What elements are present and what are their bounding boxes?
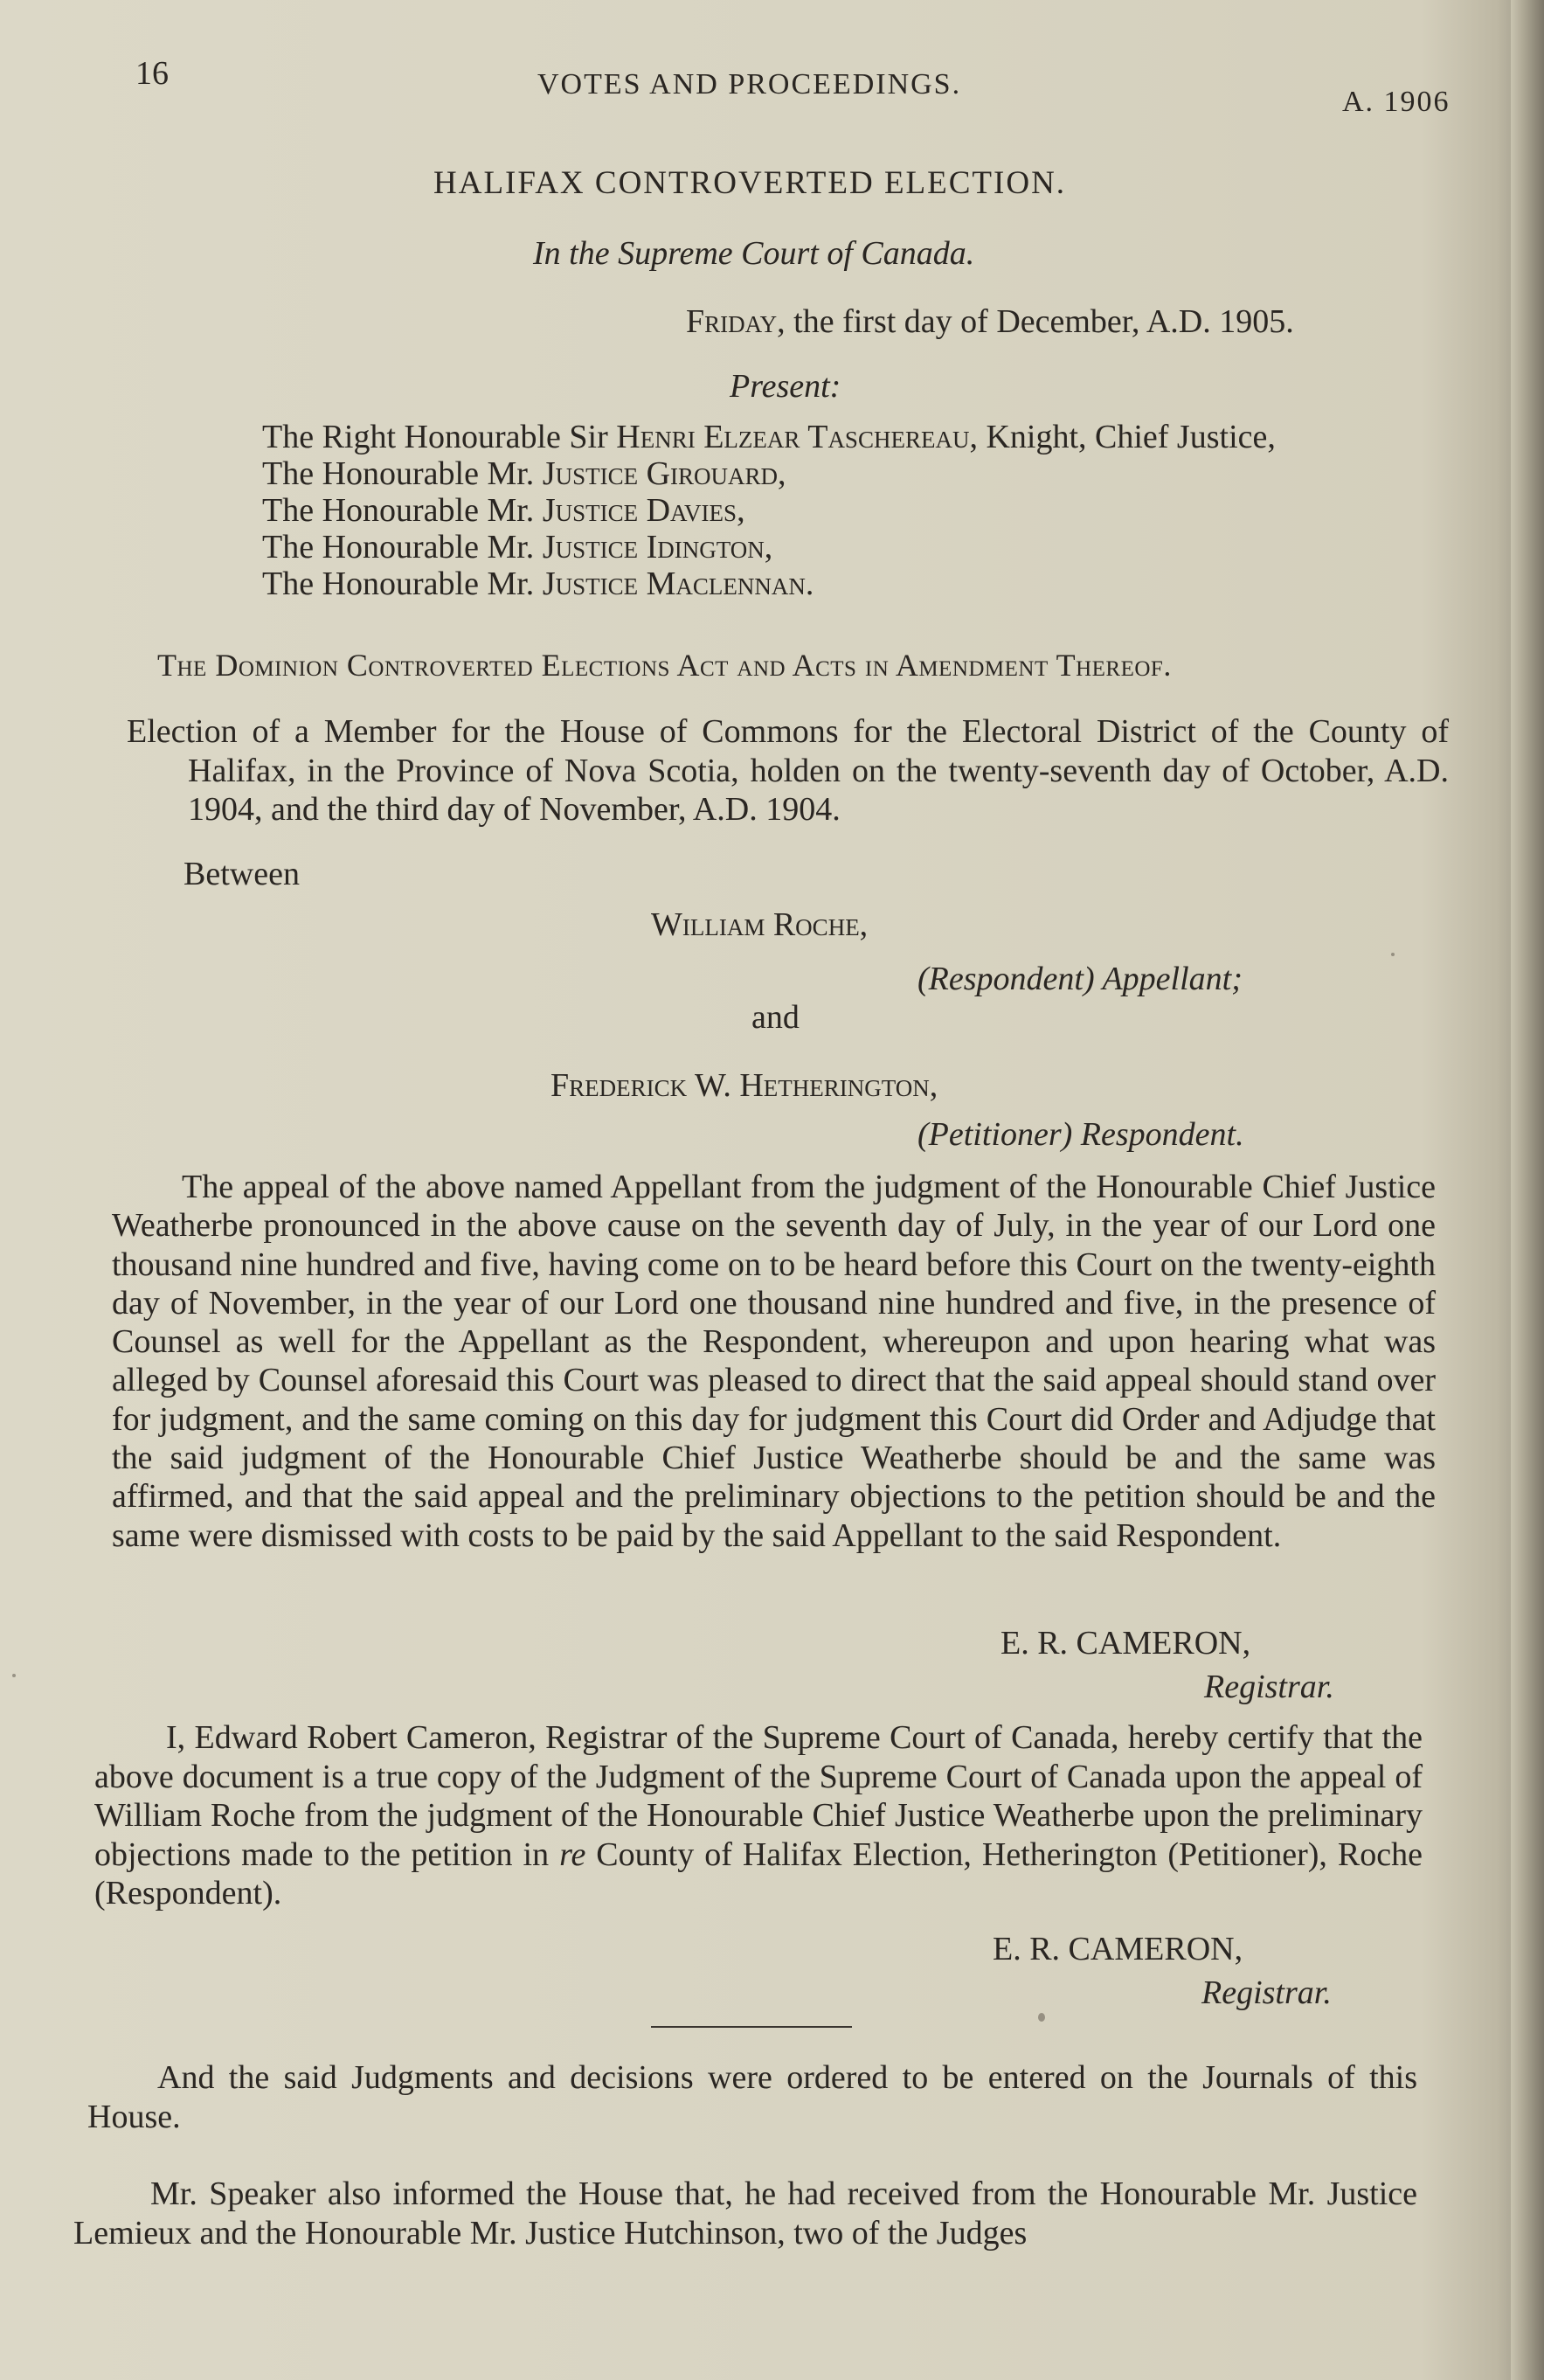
present-label: Present: <box>730 368 841 405</box>
journal-paragraph: And the said Judgments and decisions were ordered to be entered on the Journals of this House. <box>87 2059 1417 2135</box>
registrar-signature-title: Registrar. <box>1201 1974 1332 2011</box>
running-title: VOTES AND PROCEEDINGS. <box>537 68 962 101</box>
justice-line: The Honourable Mr. Justice Maclennan. <box>262 566 814 602</box>
judgment-paragraph: The appeal of the above named Appellant from the judgment of the Honourable Chief Justice Weatherbe pronounced in the above cause on the seventh day of July, in the year of our Lord one thousand nine hundred and five, having come on to be heard before this Court on the twenty-eighth day of November, in the year of our Lord one thousand nine hundred and five, in the presence of Counsel as well for the Appellant as the Respondent, whereupon and upon hearing what was alleged by Counsel aforesaid this Court was pleased to direct that the said appeal should stand over for judgment, and the same coming on this day for judgment this Court did Order and Adjudge that the said judgment of the Honourable Chief Justice Weatherbe should be and the same was affirmed, and that the said appeal and the preliminary objections to the petition should be and the same were dismissed with costs to be paid by the said Appellant to the said Respondent. <box>112 1169 1436 1554</box>
appellant-role: (Respondent) Appellant; <box>917 961 1243 997</box>
justice-line: The Honourable Mr. Justice Idington, <box>262 529 773 566</box>
election-paragraph: Election of a Member for the House of Commons for the Electoral District of the County of Halifax, in the Province of Nova Scotia, holden on the twenty-seventh day of October, A.D. 1904, and the third day of November, A.D. 1904. <box>127 713 1449 828</box>
paper-speck <box>1391 953 1395 956</box>
certificate-paragraph: I, Edward Robert Cameron, Registrar of the Supreme Court of Canada, hereby certify that the above document is a true copy of the Judgment of the Supreme Court of Canada upon the appeal of William Roche from the judgment of the Honourable Chief Justice Weatherbe upon the preliminary objections made to the petition in re County of Halifax Election, Hetherington (Petitioner), Roche (Respondent). <box>94 1719 1423 1912</box>
respondent-role: (Petitioner) Respondent. <box>917 1116 1244 1153</box>
justice-line: The Honourable Mr. Justice Girouard, <box>262 455 786 492</box>
session-date <box>686 302 1294 341</box>
registrar-signature-name: E. R. CAMERON, <box>1000 1625 1251 1662</box>
date-rest: , the first day of December, A.D. 1905. <box>777 303 1294 340</box>
between-label: Between <box>183 856 300 892</box>
date-day: Friday <box>686 303 778 340</box>
paper-speck <box>12 1674 16 1677</box>
act-title: The Dominion Controverted Elections Act and Acts in Amendment Thereof. <box>157 648 1172 683</box>
section-divider <box>651 2026 852 2028</box>
header-year: A. 1906 <box>1342 86 1451 118</box>
page-edge-shadow <box>1511 0 1544 2380</box>
respondent-name: Frederick W. Hetherington, <box>550 1067 938 1104</box>
document-title: HALIFAX CONTROVERTED ELECTION. <box>433 165 1067 201</box>
speaker-paragraph: Mr. Speaker also informed the House that, he had received from the Honourable Mr. Justice Lemieux and the Honourable Mr. Justice Hutchinson, two of the Judges <box>73 2175 1417 2252</box>
paper-speck <box>1038 2013 1045 2022</box>
registrar-signature-title: Registrar. <box>1204 1669 1334 1705</box>
and-label: and <box>751 999 800 1036</box>
justice-line: The Right Honourable Sir Henri Elzear Taschereau, Knight, Chief Justice, <box>262 419 1276 455</box>
registrar-signature-name: E. R. CAMERON, <box>993 1931 1243 1967</box>
appellant-name: William Roche, <box>651 906 869 943</box>
page-number: 16 <box>135 55 169 92</box>
court-name: In the Supreme Court of Canada. <box>533 235 975 272</box>
justice-line: The Honourable Mr. Justice Davies, <box>262 492 745 529</box>
